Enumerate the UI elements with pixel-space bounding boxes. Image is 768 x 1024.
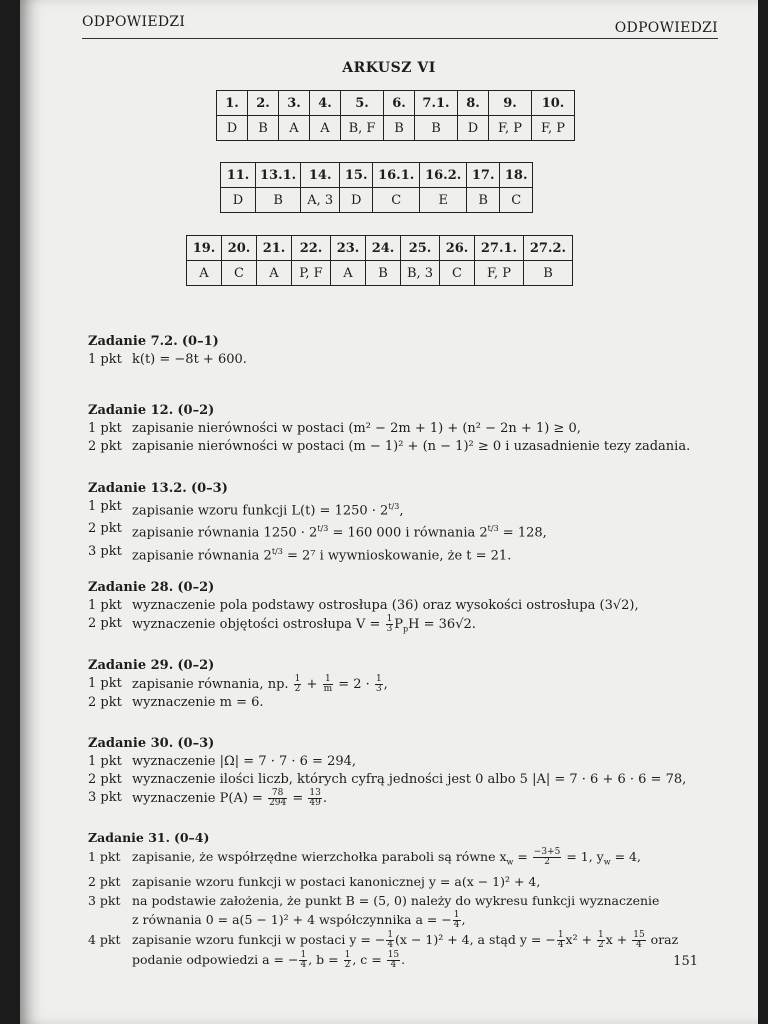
table-cell: 19. [187, 236, 222, 261]
task-row [88, 771, 728, 789]
table-cell: 22. [292, 236, 331, 261]
running-header [82, 12, 718, 39]
table-cell: C [500, 188, 533, 213]
task-title: Zadanie 13.2. (0–3) [88, 481, 228, 496]
task-row [88, 351, 728, 369]
table-cell: 27.2. [524, 236, 573, 261]
table-cell: 18. [500, 163, 533, 188]
table-cell: B [524, 261, 573, 286]
points-label [88, 950, 132, 970]
table-cell: C [222, 261, 257, 286]
table-cell: A [187, 261, 222, 286]
table-cell: A, 3 [301, 188, 340, 213]
task-title: Zadanie 12. (0–2) [88, 403, 215, 418]
points-label: 1 pkt [88, 421, 122, 436]
table-cell: D [458, 116, 489, 141]
row-text: wyznaczenie objętości ostrosłupa V = $\frac{1}{3}$ $P_pH = 36√2$. [132, 614, 476, 634]
row-text: wyznaczenie P(A) = $\frac{78}{294}$ = $\frac{13}{49}$ . [132, 788, 328, 808]
row-text: na podstawie założenia, że punkt B = (5, 0) należy do wykresu funkcji wyznaczenie [132, 892, 660, 908]
table-cell: 26. [440, 236, 475, 261]
points-label [88, 910, 132, 930]
row-text: zapisanie wzoru funkcji w postaci kanonicznej y = a(x − 1)² + 4, [132, 873, 541, 889]
points-label: 4 pkt [88, 931, 121, 947]
points-label: 2 pkt [88, 695, 122, 710]
table-row-numbers [217, 91, 575, 116]
page [20, 0, 758, 1024]
table-cell: 14. [301, 163, 340, 188]
table-cell: B, 3 [401, 261, 440, 286]
points-label: 2 pkt [88, 873, 121, 889]
task-title: Zadanie 31. (0–4) [88, 830, 210, 845]
table-cell: 23. [331, 236, 366, 261]
table-cell: F, P [532, 116, 575, 141]
points-label: 3 pkt [88, 892, 121, 908]
task-title: Zadanie 7.2. (0–1) [88, 334, 219, 349]
points-label: 2 pkt [88, 772, 122, 787]
answer-table-1 [216, 90, 575, 141]
table-cell: 9. [489, 91, 532, 116]
table-cell: 5. [341, 91, 384, 116]
table-cell: B [366, 261, 401, 286]
row-text: zapisanie wzoru funkcji w postaci y = − $\frac{1}{4}$ (x − 1)² + 4, a stąd y = − $\frac{1}{4}$ x² + $\frac{1}{2}$ x + $\frac{15}{4}$ oraz [132, 929, 679, 950]
points-label: 2 pkt [88, 616, 122, 631]
answer-table-2 [220, 162, 533, 213]
row-text: zapisanie nierówności w postaci (m² − 2m + 1) + (n² − 2n + 1) ≥ 0, [132, 421, 581, 436]
points-label: 2 pkt [88, 521, 122, 537]
table-cell: B [256, 188, 301, 213]
table-cell: 11. [221, 163, 256, 188]
task-12 [88, 402, 728, 456]
table-cell: A [331, 261, 366, 286]
task-7-2 [88, 333, 728, 369]
table-cell: 10. [532, 91, 575, 116]
row-text: zapisanie wzoru funkcji $L(t) = 1250 \cdot 2^{t/3}$, [132, 502, 404, 519]
row-text: wyznaczenie |Ω| = 7 · 7 · 6 = 294, [132, 754, 357, 769]
row-text: z równania 0 = a(5 − 1)² + 4 współczynnika a = − $\frac{1}{4}$ , [132, 909, 466, 930]
table-cell: F, P [489, 116, 532, 141]
table-cell: 15. [340, 163, 373, 188]
row-text: wyznaczenie m = 6. [132, 695, 264, 710]
table-cell: 3. [279, 91, 310, 116]
table-row-answers [187, 261, 573, 286]
task-row [88, 872, 728, 891]
task-row [88, 615, 728, 639]
task-row [88, 847, 728, 872]
header-right: ODPOWIEDZI [614, 20, 718, 36]
table-cell: E [420, 188, 467, 213]
points-label: 1 pkt [88, 754, 122, 769]
table-cell: P, F [292, 261, 331, 286]
task-row [88, 675, 728, 694]
table-cell: B [415, 116, 458, 141]
points-label: 1 pkt [88, 598, 122, 613]
row-text: zapisanie nierówności w postaci (m − 1)² + (n − 1)² ≥ 0 i uzasadnienie tezy zadania. [132, 439, 691, 454]
task-29 [88, 657, 728, 712]
row-text: zapisanie równania $1250 \cdot 2^{t/3} = 160$ 000 i równania $2^{t/3} = 128$, [132, 524, 547, 541]
row-text: podanie odpowiedzi a = − $\frac{1}{4}$ , b = $\frac{1}{2}$ , c = $\frac{15}{4}$ . [132, 949, 406, 970]
table-row-numbers [187, 236, 573, 261]
row-text: zapisanie, że współrzędne wierzchołka paraboli są równe $x_w$ = $\frac{-3+5}{2}$ = 1, $y_w = 4$, [132, 847, 641, 867]
row-text: k(t) = −8t + 600. [132, 352, 247, 367]
task-13-2 [88, 480, 728, 565]
table-cell: B [467, 188, 500, 213]
table-cell: C [373, 188, 420, 213]
table-cell: 4. [310, 91, 341, 116]
points-label: 1 pkt [88, 676, 122, 691]
task-row [88, 910, 728, 930]
points-label: 1 pkt [88, 849, 121, 864]
points-label: 1 pkt [88, 352, 122, 367]
table-row-answers [221, 188, 533, 213]
table-cell: F, P [475, 261, 524, 286]
table-cell: 24. [366, 236, 401, 261]
table-cell: A [279, 116, 310, 141]
task-row [88, 498, 728, 520]
task-row [88, 597, 728, 615]
task-row [88, 520, 728, 542]
task-row [88, 438, 728, 456]
row-text: wyznaczenie ilości liczb, których cyfrą jedności jest 0 albo 5 |A| = 7 · 6 + 6 · 6 = 78, [132, 772, 687, 787]
task-row [88, 891, 728, 910]
task-row [88, 543, 728, 565]
table-cell: 21. [257, 236, 292, 261]
table-cell: 16.2. [420, 163, 467, 188]
table-cell: 17. [467, 163, 500, 188]
table-cell: 27.1. [475, 236, 524, 261]
task-title: Zadanie 29. (0–2) [88, 658, 215, 673]
task-28 [88, 579, 728, 639]
header-left: ODPOWIEDZI [82, 14, 186, 30]
task-row [88, 930, 728, 950]
table-cell: D [217, 116, 248, 141]
task-title: Zadanie 28. (0–2) [88, 580, 215, 595]
table-cell: B, F [341, 116, 384, 141]
table-row-numbers [221, 163, 533, 188]
table-cell: D [340, 188, 373, 213]
points-label: 3 pkt [88, 543, 122, 559]
row-text: zapisanie równania $2^{t/3} = 2^7$ i wywnioskowanie, że t = 21. [132, 546, 512, 563]
table-cell: C [440, 261, 475, 286]
task-30 [88, 735, 728, 808]
table-cell: 6. [384, 91, 415, 116]
table-row-answers [217, 116, 575, 141]
row-text: wyznaczenie pola podstawy ostrosłupa (36) oraz wysokości ostrosłupa (3√2), [132, 598, 639, 613]
task-row [88, 789, 728, 808]
table-cell: 16.1. [373, 163, 420, 188]
answer-table-3 [186, 235, 573, 286]
table-cell: D [221, 188, 256, 213]
table-cell: 7.1. [415, 91, 458, 116]
points-label: 3 pkt [88, 790, 122, 805]
page-number: 151 [673, 954, 698, 969]
table-cell: 20. [222, 236, 257, 261]
table-cell: 2. [248, 91, 279, 116]
sheet-title: ARKUSZ VI [342, 60, 436, 76]
task-row [88, 753, 728, 771]
task-title: Zadanie 30. (0–3) [88, 736, 215, 751]
table-cell: A [310, 116, 341, 141]
row-text: zapisanie równania, np. $\frac{1}{2}$ + $\frac{1}{m}$ = 2 · $\frac{1}{3}$ , [132, 674, 388, 694]
table-cell: 25. [401, 236, 440, 261]
task-row [88, 694, 728, 712]
task-row [88, 420, 728, 438]
table-cell: A [257, 261, 292, 286]
points-label: 2 pkt [88, 439, 122, 454]
table-cell: 13.1. [256, 163, 301, 188]
table-cell: B [384, 116, 415, 141]
points-label: 1 pkt [88, 499, 122, 514]
task-31 [88, 828, 728, 970]
table-cell: 1. [217, 91, 248, 116]
table-cell: B [248, 116, 279, 141]
task-row [88, 950, 728, 970]
table-cell: 8. [458, 91, 489, 116]
